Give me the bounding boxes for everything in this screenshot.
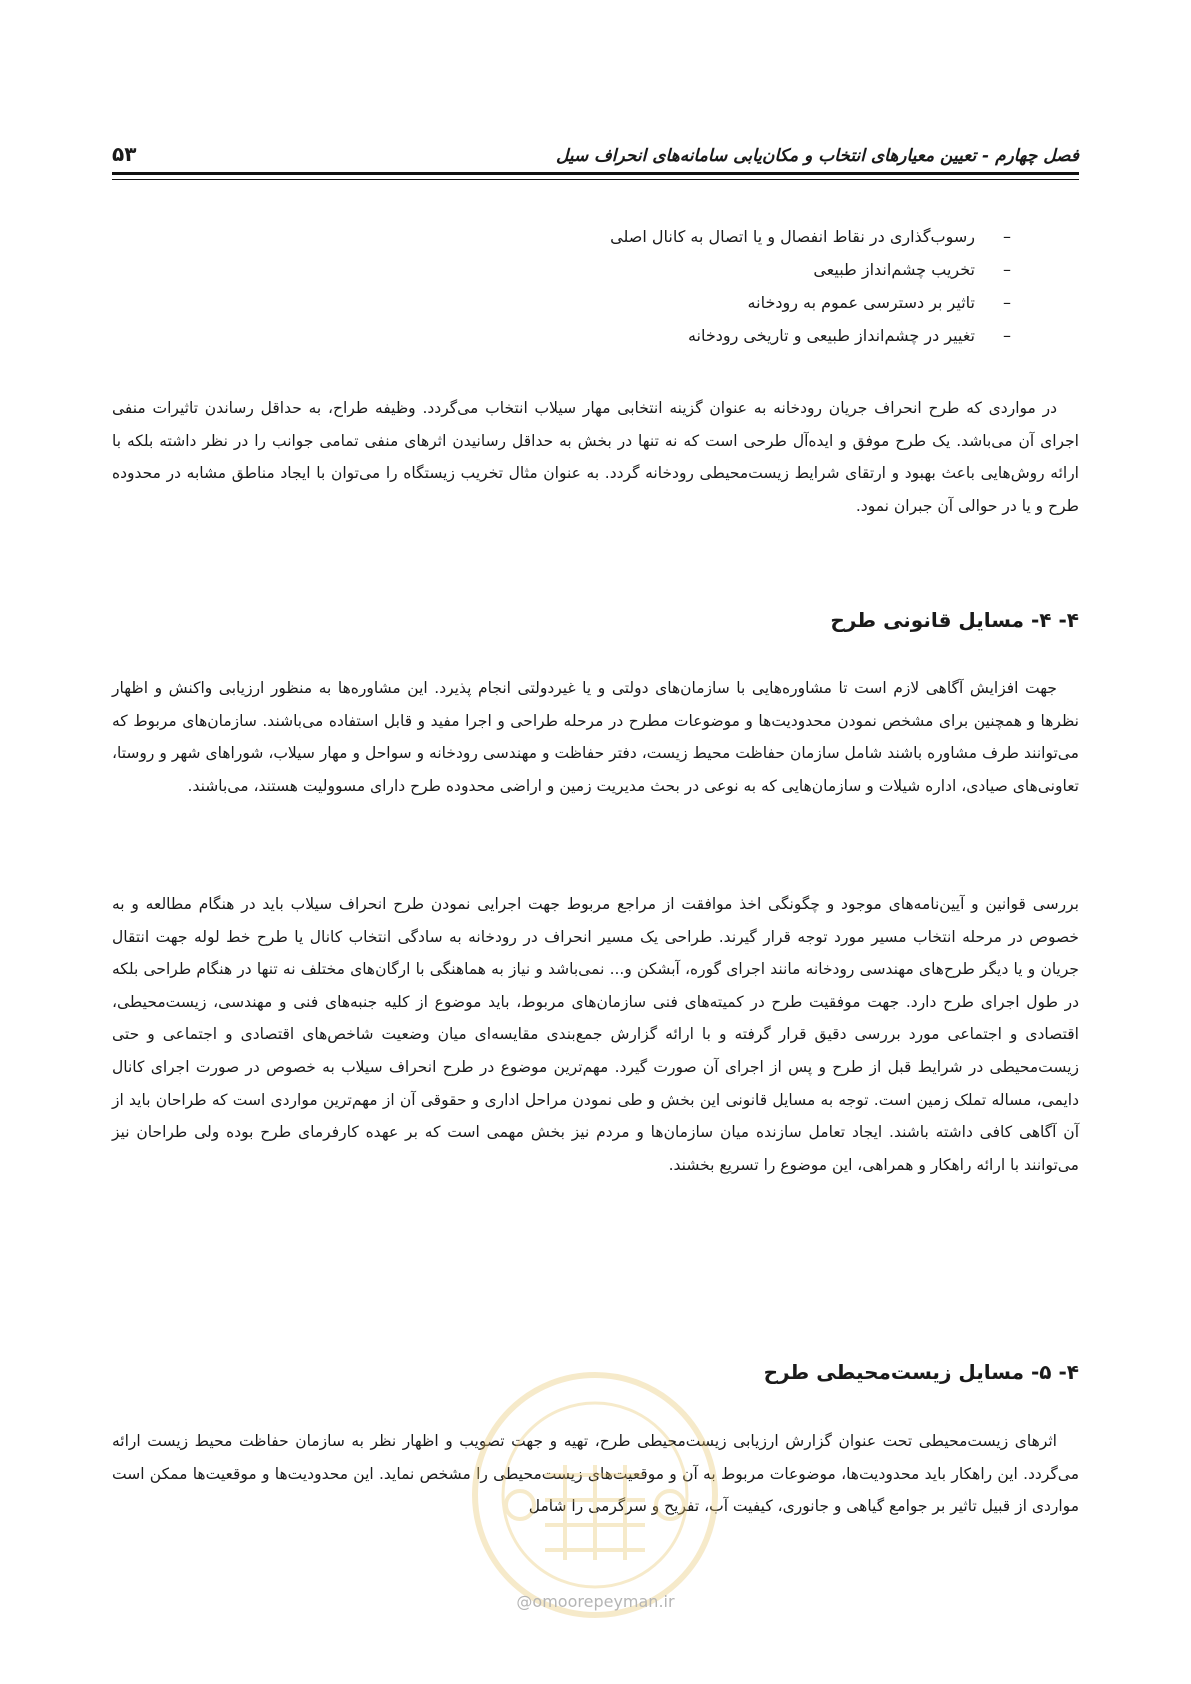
- watermark-seal-icon: [465, 1365, 725, 1625]
- bullet-list: [211, 220, 1011, 352]
- paragraph-consultation: [112, 672, 1079, 802]
- list-item: [211, 286, 1011, 319]
- page-number: ۵۳: [112, 142, 137, 166]
- list-item: [211, 319, 1011, 352]
- paragraph-text: در مواردی که طرح انحراف جریان رودخانه به عنوان گزینه انتخابی مهار سیلاب انتخاب می‌گردد. وظیفه طراح، به حداقل رساندن تاثیرات منفی اجرای آن می‌باشد. یک طرح موفق و ایده‌آل طرحی است که نه تنها در بخش به حداقل رسانیدن اثرهای منفی تمامی جوانب را در نظر داشته بلکه با ارائه روش‌هایی باعث بهبود و ارتقای شرایط زیست‌محیطی رودخانه گردد. به عنوان مثال تخریب زیستگاه را می‌توان با ایجاد مناطق مشابه در محدوده طرح و یا در حوالی آن جبران نمود.: [112, 399, 1079, 515]
- section-heading-legal: ۴- ۴- مسایل قانونی طرح: [830, 608, 1079, 632]
- list-item: [211, 220, 1011, 253]
- list-item-text: تخریب چشم‌انداز طبیعی: [813, 260, 975, 279]
- section-heading-environmental: ۴- ۵- مسایل زیست‌محیطی طرح: [763, 1360, 1079, 1384]
- page-header: [112, 126, 1079, 175]
- paragraph-text: اثرهای زیست‌محیطی تحت عنوان گزارش ارزیابی زیست‌محیطی طرح، تهیه و جهت تصویب و اظهار نظر به سازمان حفاظت محیط زیست ارائه می‌گردد. این راهکار باید محدودیت‌ها، موضوعات مربوط به آن و موقعیت‌های زیست‌محیطی را مشخص نماید. این محدودیت‌ها و موقعیت‌ها ممکن است مواردی از قبیل تاثیر بر جوامع گیاهی و جانوری، کیفیت آب، تفریح و سرگرمی را شامل: [112, 1432, 1079, 1516]
- chapter-title: فصل چهارم - تعیین معیارهای انتخاب و مکان‌یابی سامانه‌های انحراف سیل: [556, 146, 1079, 166]
- list-item-text: رسوب‌گذاری در نقاط انفصال و یا اتصال به کانال اصلی: [610, 227, 975, 246]
- dash-marker: –: [1003, 293, 1011, 312]
- paragraph-text: بررسی قوانین و آیین‌نامه‌های موجود و چگونگی اخذ موافقت از مراجع مربوط جهت اجرایی نمودن طرح انحراف سیلاب باید در هنگام مطالعه و به خصوص در مرحله انتخاب مسیر مورد توجه قرار گیرند. طراحی یک مسیر انحراف در رودخانه به سادگی انتخاب کانال یا طرح خط لوله جهت انتقال جریان و یا دیگر طرح‌های مهندسی رودخانه مانند اجرای گوره، آبشکن و... نمی‌باشد و نیاز به هماهنگی با ارگان‌های مختلف نه تنها در هنگام طراحی بلکه در طول اجرای طرح دارد. جهت موفقیت طرح در کمیته‌های فنی سازمان‌های مربوط، باید موضوع از کلیه جنبه‌های فنی و مهندسی، زیست‌محیطی، اقتصادی و اجتماعی مورد بررسی دقیق قرار گرفته و با ارائه گزارش جمع‌بندی مقایسه‌ای میان وضعیت شاخص‌های اقتصادی و اجتماعی و حتی زیست‌محیطی در شرایط قبل از طرح و پس از اجرای آن صورت گیرد. مهم‌ترین موضوع در طرح انحراف سیلاب به خصوص در صورت اجرای کانال دایمی، مساله تملک زمین است. توجه به مسایل قانونی این بخش و طی نمودن مراحل اداری و حقوقی آن از مهم‌ترین مواردی است که طراحان باید از آن آگاهی کافی داشته باشند. ایجاد تعامل سازنده میان سازمان‌ها و مردم نیز بخش مهمی است که بر عهده کارفرمای طرح بوده ولی طراحان نیز می‌توانند با ارائه راهکار و همراهی، این موضوع را تسریع بخشند.: [112, 895, 1079, 1174]
- dash-marker: –: [1003, 326, 1011, 345]
- paragraph-text: جهت افزایش آگاهی لازم است تا مشاوره‌هایی با سازمان‌های دولتی و یا غیردولتی انجام پذیرد. این مشاوره‌ها به منظور ارزیابی واکنش و اظهار نظرها و همچنین برای مشخص نمودن محدودیت‌ها و موضوعات مطرح در مرحله طراحی و اجرا مفید و قابل استفاده می‌باشند. سازمان‌های مربوط که می‌توانند طرف مشاوره باشند شامل سازمان حفاظت محیط زیست، دفتر حفاظت و مهندسی رودخانه و سواحل و مهار سیلاب، شوراهای شهر و روستا، تعاونی‌های صیادی، اداره شیلات و سازمان‌هایی که به نوعی در بحث مدیریت زمین و اراضی محدوده طرح دارای مسوولیت هستند، می‌باشند.: [112, 679, 1079, 795]
- dash-marker: –: [1003, 260, 1011, 279]
- paragraph-design-impact: [112, 392, 1079, 522]
- dash-marker: –: [1003, 227, 1011, 246]
- list-item-text: تاثیر بر دسترسی عموم به رودخانه: [747, 293, 975, 312]
- watermark-url: @omoorepeyman.ir: [516, 1592, 675, 1611]
- list-item: [211, 253, 1011, 286]
- paragraph-regulations: [112, 888, 1079, 1181]
- list-item-text: تغییر در چشم‌انداز طبیعی و تاریخی رودخانه: [687, 326, 975, 345]
